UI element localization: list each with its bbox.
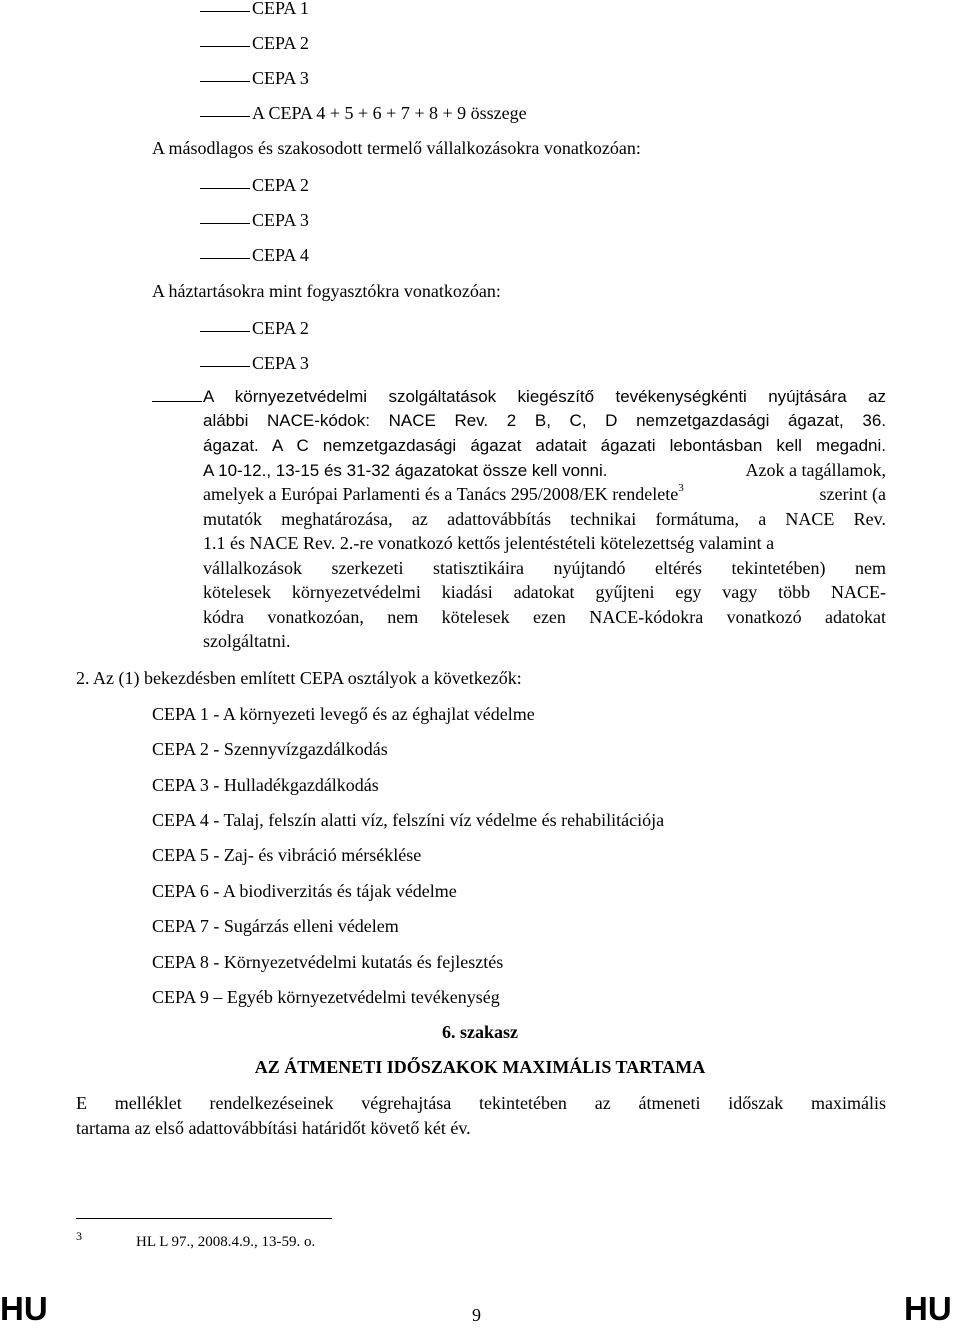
section-heading: AZ ÁTMENETI IDŐSZAKOK MAXIMÁLIS TARTAMA (254, 1057, 706, 1077)
paragraph-line (203, 533, 886, 554)
cepa-class: CEPA 3 - Hulladékgazdálkodás (152, 775, 379, 795)
footnote-number: 3 (76, 1229, 82, 1243)
heading-secondary: A másodlagos és szakosodott termelő vállalkozásokra vonatkozóan: (152, 138, 641, 158)
list-dash (200, 81, 250, 82)
list-dash (200, 223, 250, 224)
final-paragraph-line: tartama az első adattovábbítási határidőt követő két év. (76, 1118, 471, 1138)
cepa-class: CEPA 9 – Egyéb környezetvédelmi tevékenység (152, 987, 500, 1007)
cepa-class: CEPA 6 - A biodiverzitás és tájak védelme (152, 881, 457, 901)
paragraph-line: alábbi NACE-kódok: NACE Rev. 2 B, C, D nemzetgazdasági ágazat, 36. (203, 411, 886, 430)
list-dash (200, 116, 250, 117)
paragraph-line: szolgáltatni. (203, 631, 291, 651)
paragraph-line (203, 460, 886, 481)
paragraph-line-part: Azok a tagállamok, (745, 460, 886, 480)
footnote-ref[interactable]: 3 (678, 482, 684, 494)
section2-intro: 2. Az (1) bekezdésben említett CEPA osztályok a következők: (76, 668, 522, 688)
final-paragraph-line: E melléklet rendelkezéseinek végrehajtása tekintetében az átmeneti időszak maximális (76, 1093, 886, 1113)
cepa-class: CEPA 5 - Zaj- és vibráció mérséklése (152, 845, 422, 865)
paragraph-line-part: 1.1 és NACE Rev. (203, 533, 336, 553)
cepa-class: CEPA 2 - Szennyvízgazdálkodás (152, 739, 388, 759)
list-item: CEPA 2 (252, 318, 309, 338)
list-item: CEPA 2 (252, 33, 309, 53)
list-dash (200, 258, 250, 259)
paragraph-line: kötelesek környezetvédelmi kiadási adatokat gyűjteni egy vagy több NACE- (203, 582, 886, 602)
list-dash (200, 331, 250, 332)
cepa-class: CEPA 4 - Talaj, felszín alatti víz, felszíni víz védelme és rehabilitációja (152, 810, 665, 830)
list-item: CEPA 4 (252, 245, 309, 265)
list-item: CEPA 2 (252, 175, 309, 195)
paragraph-line: A környezetvédelmi szolgáltatások kiegészítő tevékenységkénti nyújtására az (203, 387, 886, 406)
list-dash (200, 188, 250, 189)
paragraph-line: kódra vonatkozóan, nem kötelesek ezen NACE-kódokra vonatkozó adatokat (203, 607, 886, 627)
language-code-right: HU (904, 1290, 952, 1327)
paragraph-line-part: 2.-re vonatkozó kettős jelentéstételi kötelezettség valamint a (339, 533, 775, 553)
heading-households: A háztartásokra mint fogyasztókra vonatkozóan: (152, 281, 501, 301)
list-dash (200, 46, 250, 47)
section-title: 6. szakasz (442, 1022, 518, 1042)
list-item: CEPA 3 (252, 68, 309, 88)
list-item: CEPA 3 (252, 210, 309, 230)
paragraph-line-part: szerint (a (819, 484, 886, 504)
list-item: CEPA 3 (252, 353, 309, 373)
paragraph-line: mutatók meghatározása, az adattovábbítás technikai formátuma, a NACE Rev. (203, 509, 886, 529)
footnote-text: HL L 97., 2008.4.9., 13-59. o. (136, 1234, 316, 1250)
list-dash (200, 11, 250, 12)
paragraph-line-part: amelyek a Európai Parlamenti és a Tanács 295/2008/EK rendelete (203, 484, 679, 504)
paragraph-line: ágazat. A C nemzetgazdasági ágazat adatait ágazati lebontásban kell megadni. (203, 436, 886, 455)
paragraph-line-part: A 10-12., 13-15 és 31-32 ágazatokat össze kell vonni. (203, 461, 608, 480)
cepa-class: CEPA 8 - Környezetvédelmi kutatás és fejlesztés (152, 952, 504, 972)
list-item: A CEPA 4 + 5 + 6 + 7 + 8 + 9 összege (252, 103, 527, 123)
list-item: CEPA 1 (252, 0, 309, 18)
list-dash (200, 366, 250, 367)
cepa-class: CEPA 1 - A környezeti levegő és az éghajlat védelme (152, 704, 535, 724)
footnote-separator (76, 1218, 332, 1219)
paragraph-line (203, 484, 886, 505)
paragraph-line: vállalkozások szerkezeti statisztikáira nyújtandó eltérés tekintetében) nem (203, 558, 886, 578)
language-code-left: HU (0, 1290, 48, 1327)
list-dash (152, 401, 202, 402)
page-number: 9 (472, 1305, 481, 1325)
cepa-class: CEPA 7 - Sugárzás elleni védelem (152, 916, 399, 936)
